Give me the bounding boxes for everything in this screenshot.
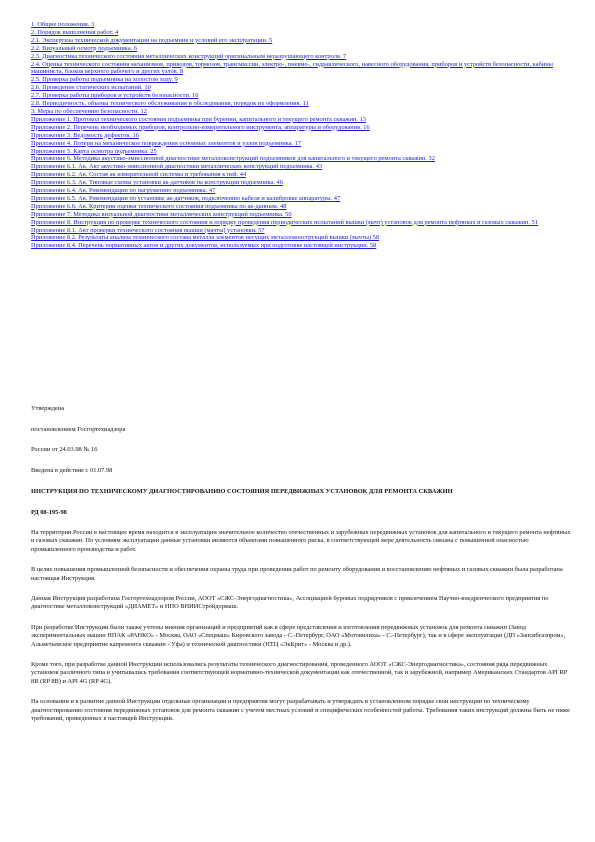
document-code: РД 08-195-98 (31, 508, 67, 516)
toc-link[interactable]: 3. Меры по обеспечению безопасности. 12 (31, 107, 147, 115)
toc-link[interactable]: 2. Порядок выполнения работ. 4 (31, 28, 119, 36)
toc-link[interactable]: Приложение 4. Потери на механическое повреждения основных элементов и узлов подъемника. 17 (31, 139, 302, 147)
toc-link[interactable]: 2.6. Проведение статических испытаний. 10 (31, 84, 151, 92)
toc-link[interactable]: 2.2. Визуальный осмотр подъемника. 6 (31, 44, 138, 52)
document-title: ИНСТРУКЦИЯ ПО ТЕХНИЧЕСКОМУ ДИАГНОСТИРОВАНИЮ СОСТОЯНИЯ ПЕРЕДВИЖНЫХ УСТАНОВОК ДЛЯ РЕМОНТА СКВАЖИН (31, 487, 453, 495)
toc-link[interactable]: 2.1. Экспертиза технической документации на подъемник и условий его эксплуатации. 5 (31, 36, 273, 44)
toc-link[interactable]: Приложение 6.4. Ак. Рекомендации по нагружению подъемника. 47 (31, 187, 216, 195)
paragraph: В целях повышения промышленной безопасности и обеспечения охраны труда при проведении работ по ремонту оборудования и восстановлению нефтяных и газовых скважин была разработана настоящая Инструкция. (31, 566, 563, 582)
toc-link[interactable]: Приложение 6. Методика акустико-эмиссионной диагностики металлоконструкций подъемников для капитального и текущего ремонта скважин. 32 (31, 155, 435, 163)
toc-link[interactable]: 2.8. Периодичность, объемы технического обслуживания и обследования, порядок их оформления. 11 (31, 100, 309, 108)
toc-link[interactable]: 2.4. Оценка технического состояния механизмов, приводов, тормозов, трансмиссии, электро-, пневмо-, гидравлического, навесного оборудования, приборов и устройств безопасности, кабины машиниста, блоков верхнего рабочего и других узлов. 8 (31, 60, 553, 76)
approval-line: Утверждена (31, 405, 65, 412)
toc-link[interactable]: Приложение 7. Методика визуальной диагностики металлических конструкций подъемника. 50 (31, 210, 292, 218)
toc-link[interactable]: 2.7. Проверка работы приборов и устройств безопасности. 10 (31, 92, 199, 100)
decree-date: России от 24.03.98 № 16 (31, 446, 98, 454)
toc-link[interactable]: Приложение 2. Перечень необходимых приборов, контрольно-измерительного инструмента, аппаратуры и оборудования. 16 (31, 123, 370, 131)
table-of-contents (31, 21, 571, 250)
paragraph: При разработке Инструкции были также учтены мнения организаций и предприятий как в сфере представления и изготовления передвижных установок для ремонта скважин (Завод экспериментальных машин НПАК «РАНКО» - Москва, ОАО «Спецмаш» Кировского завода - С.-Петербург, ОАО «Мотовилиха» - С.-Петербург), так и в сфере эксплуатации (ДП «Запсибгазпром», Альметьевское предприятие капремонта скважин - Уфа) и технической диагностики (НТЦ «ЭкКрит» - Москва и др.). (31, 624, 566, 648)
toc-link[interactable]: Приложение 6.6. Ак. Критерии оценки технического состояния подъемника по ак-данным. 48 (31, 202, 287, 210)
paragraph: Кроме того, при разработке данной Инструкции использовались результаты технического диагностирования, проведенного АООТ «СЖС-Энергодиагностика», состояния ряда передвижных установок различного типа и учитывались требования соответствующей нормативно-технической документации как отечественной, так и зарубежной, например Американских Стандартов API RP 8B (RP 8B) и API 4G (RP 4G). (31, 661, 567, 685)
toc-link[interactable]: Приложение 6.2. Ак. Состав ак измерительной системы и требования к ней. 44 (31, 171, 247, 179)
toc-link[interactable]: 2.5. Проверка работы подъемника на холостом ходу. 9 (31, 76, 178, 84)
decree-line: постановлением Госгортехнадзора (31, 425, 126, 433)
paragraph: Данная Инструкция разработана Госгортехнадзором России, АООТ «СЖС-Энергодиагностика», Ассоциацией буровых подрядчиков с привлечением Научно-внедренческого предприятия по диагностике металлоконструкций «ДИАМЕТ» и НПО ВНИИСтройдормаш. (31, 595, 549, 611)
toc-link[interactable]: Приложение 3. Ведомость дефектов. 16 (31, 131, 139, 139)
toc-link[interactable]: 2.3. Диагностика технического состояния металлических конструкций оригинальным неразрушающего контроля. 7 (31, 52, 347, 60)
toc-link[interactable]: Приложение 5. Карта осмотра подъемника. 25 (31, 147, 157, 155)
toc-link[interactable]: Приложение 6.5. Ак. Рекомендации по установке ак-датчиков, подключению кабеля и калибровке аппаратуры. 47 (31, 194, 341, 202)
paragraph: На основании и в развитие данной Инструкции отдельные организации и предприятия могут разрабатывать и утверждать в установленном порядке свои инструкции по техническому диагностированию состояния передвижных установок для ремонта скважин с учетом местных условий и специфических особенностей работы. Требования таких инструкций должны быть не ниже требований, приведенных в настоящей Инструкции. (31, 698, 570, 722)
toc-link[interactable]: 1. Общие положения. 3 (31, 21, 95, 28)
toc-link[interactable]: Приложение 8.2. Результаты анализа технического состава металла элементов несущих металлоконструкций вышки (мачты) 58 (31, 234, 380, 242)
effective-date: Введена в действие с 01.07.98 (31, 467, 113, 475)
toc-link[interactable]: Приложение 8.4. Перечень нормативных актов и других документов, используемых при подготовке настоящей инструкции. 58 (31, 242, 377, 250)
toc-link[interactable]: Приложение 6.1. Ак. Акт акустико-эмиссионной диагностики металлических конструкций подъемника. 43 (31, 163, 323, 171)
toc-link[interactable]: Приложение 8.1. Акт проверки технического состояния вышки (мачты) установки. 57 (31, 226, 265, 234)
toc-link[interactable]: Приложение 1. Протокол технического состояния подъемника при бурении, капитального и текущего ремонта скважин. 13 (31, 115, 366, 123)
document-body (31, 405, 571, 735)
paragraph: На территории России в настоящее время находится в эксплуатации значительное количество отечественных и зарубежных передвижных установок для капитального и текущего ремонта нефтяных и газовых скважин. По условиям эксплуатации данные установки являются объектами повышенного риска, в соответствующей мере деятельность связана с повышенной опасностью промышленного производства и работ. (31, 529, 571, 553)
toc-link[interactable]: Приложение 6.3. Ак. Типовые схемы установки ак-датчиков на конструкции подъемника. 46 (31, 179, 283, 187)
toc-link[interactable]: Приложение 8. Инструкция по проверке технического состояния и порядку проведения периодических испытаний вышки (мачт) установок для ремонта нефтяных и газовых скважин. 51 (31, 218, 538, 226)
